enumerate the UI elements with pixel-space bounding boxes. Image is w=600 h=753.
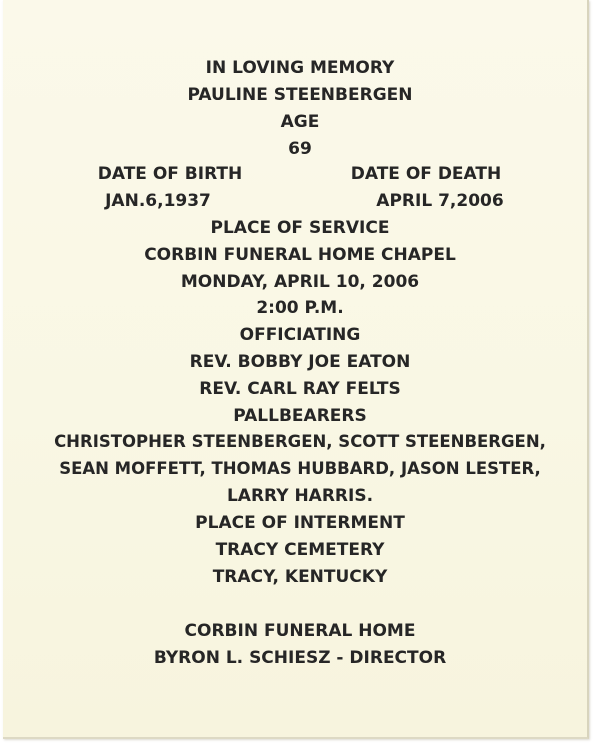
age-label: AGE bbox=[280, 112, 320, 132]
service-place: CORBIN FUNERAL HOME CHAPEL bbox=[144, 245, 456, 265]
funeral-director: BYRON L. SCHIESZ - DIRECTOR bbox=[153, 648, 447, 668]
officiating-label: OFFICIATING bbox=[239, 325, 361, 345]
pallbearers-label: PALLBEARERS bbox=[233, 406, 367, 426]
service-time: 2:00 P.M. bbox=[256, 298, 344, 318]
death-date-value: APRIL 7,2006 bbox=[376, 191, 504, 211]
pallbearers-line-3: LARRY HARRIS. bbox=[226, 486, 374, 506]
pallbearers-line-1: CHRISTOPHER STEENBERGEN, SCOTT STEENBERGEN, bbox=[54, 432, 546, 451]
interment-location: TRACY, KENTUCKY bbox=[212, 567, 388, 587]
service-label: PLACE OF SERVICE bbox=[210, 218, 390, 238]
birth-date-label: DATE OF BIRTH bbox=[97, 164, 243, 184]
service-date: MONDAY, APRIL 10, 2006 bbox=[180, 272, 420, 292]
officiant-1: REV. BOBBY JOE EATON bbox=[189, 352, 411, 372]
officiant-2: REV. CARL RAY FELTS bbox=[199, 379, 401, 399]
pallbearers-line-2: SEAN MOFFETT, THOMAS HUBBARD, JASON LESTER, bbox=[59, 459, 541, 478]
interment-label: PLACE OF INTERMENT bbox=[195, 513, 405, 533]
deceased-name: PAULINE STEENBERGEN bbox=[187, 85, 413, 105]
memorial-heading: IN LOVING MEMORY bbox=[205, 58, 395, 78]
interment-place: TRACY CEMETERY bbox=[215, 540, 385, 560]
birth-date-value: JAN.6,1937 bbox=[105, 191, 211, 211]
funeral-home-name: CORBIN FUNERAL HOME bbox=[184, 621, 416, 641]
age-value: 69 bbox=[288, 139, 312, 159]
death-date-label: DATE OF DEATH bbox=[350, 164, 502, 184]
